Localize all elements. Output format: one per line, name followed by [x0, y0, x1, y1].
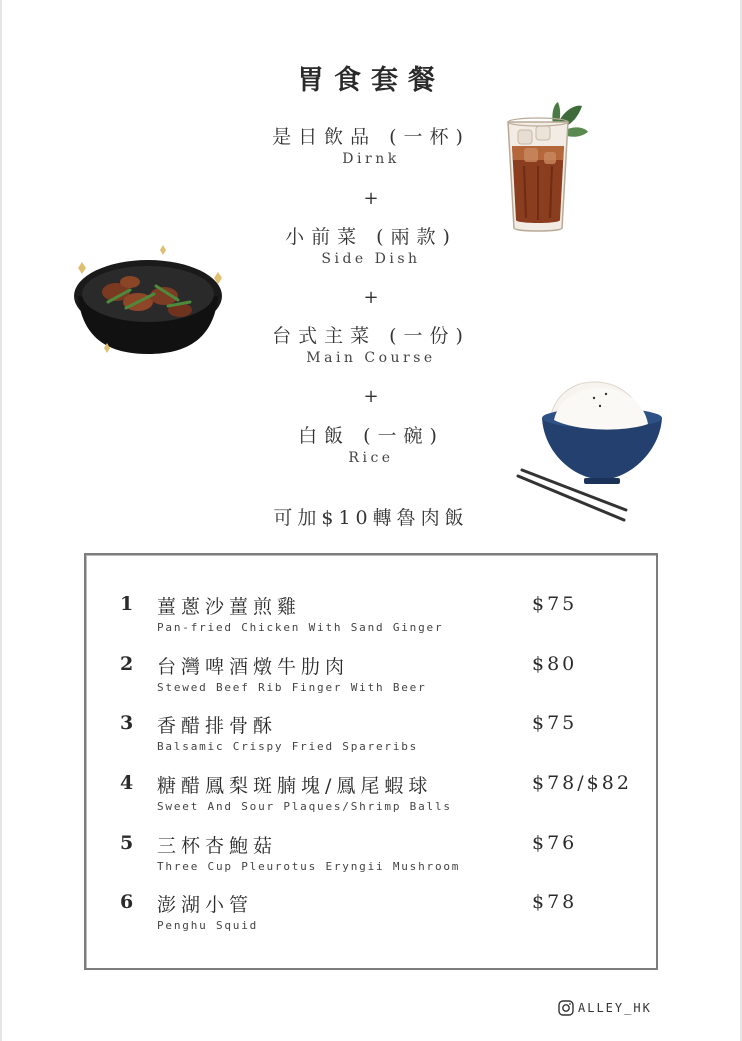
menu-item — [86, 653, 660, 703]
plus-sign: + — [363, 386, 379, 407]
clay-pot-illustration — [68, 242, 228, 362]
item-name-en: Stewed Beef Rib Finger With Beer — [157, 681, 427, 694]
course-drink-zh: 是日飲品 (一杯) — [272, 126, 470, 148]
course-side-dish — [210, 224, 532, 268]
menu-item — [86, 891, 660, 941]
item-number: 5 — [120, 832, 134, 854]
course-drink — [210, 124, 532, 168]
course-rice-en: Rice — [348, 450, 394, 466]
item-name-zh: 薑蔥沙薑煎雞 — [157, 596, 302, 618]
item-name-zh: 澎湖小管 — [157, 894, 254, 916]
item-name-zh: 三杯杏鮑菇 — [157, 835, 278, 857]
menu-item — [86, 772, 660, 822]
item-name-en: Penghu Squid — [157, 919, 259, 932]
item-name-en: Three Cup Pleurotus Eryngii Mushroom — [157, 860, 461, 873]
item-name-en: Sweet And Sour Plaques/Shrimp Balls — [157, 800, 452, 813]
upgrade-note: 可加$10轉魯肉飯 — [273, 507, 469, 529]
page-title: 胃食套餐 — [297, 65, 445, 96]
item-number: 6 — [120, 891, 134, 913]
menu-items-box — [84, 553, 658, 970]
item-number: 2 — [120, 653, 134, 675]
item-price: $75 — [532, 712, 578, 734]
menu-item — [86, 712, 660, 762]
item-price: $78/$82 — [532, 772, 632, 794]
item-name-en: Pan-fried Chicken With Sand Ginger — [157, 621, 444, 634]
course-side-dish-zh: 小前菜 (兩款) — [285, 226, 457, 248]
item-price: $76 — [532, 832, 578, 854]
item-name-zh: 糖醋鳳梨斑腩塊/鳳尾蝦球 — [157, 775, 433, 797]
rice-bowl-illustration — [514, 380, 670, 530]
item-number: 1 — [120, 593, 134, 615]
item-price: $78 — [532, 891, 578, 913]
course-rice — [210, 423, 532, 467]
course-drink-en: Dirnk — [342, 151, 400, 167]
course-main-zh: 台式主菜 (一份) — [272, 325, 470, 347]
plus-sign: + — [363, 188, 379, 209]
menu-item — [86, 593, 660, 643]
social-handle — [558, 998, 652, 1018]
instagram-icon — [558, 1000, 574, 1016]
course-rice-zh: 白飯 (一碗) — [298, 425, 444, 447]
item-price: $75 — [532, 593, 578, 615]
course-main-en: Main Course — [306, 350, 436, 366]
course-main — [210, 323, 532, 367]
iced-tea-illustration — [500, 100, 590, 240]
menu-item — [86, 832, 660, 882]
item-price: $80 — [532, 653, 578, 675]
item-name-zh: 台灣啤酒燉牛肋肉 — [157, 656, 350, 678]
item-name-zh: 香醋排骨酥 — [157, 715, 278, 737]
item-number: 3 — [120, 712, 134, 734]
item-number: 4 — [120, 772, 134, 794]
social-handle-text: ALLEY_HK — [578, 1001, 652, 1015]
course-side-dish-en: Side Dish — [321, 251, 421, 267]
plus-sign: + — [363, 287, 379, 308]
item-name-en: Balsamic Crispy Fried Spareribs — [157, 740, 419, 753]
